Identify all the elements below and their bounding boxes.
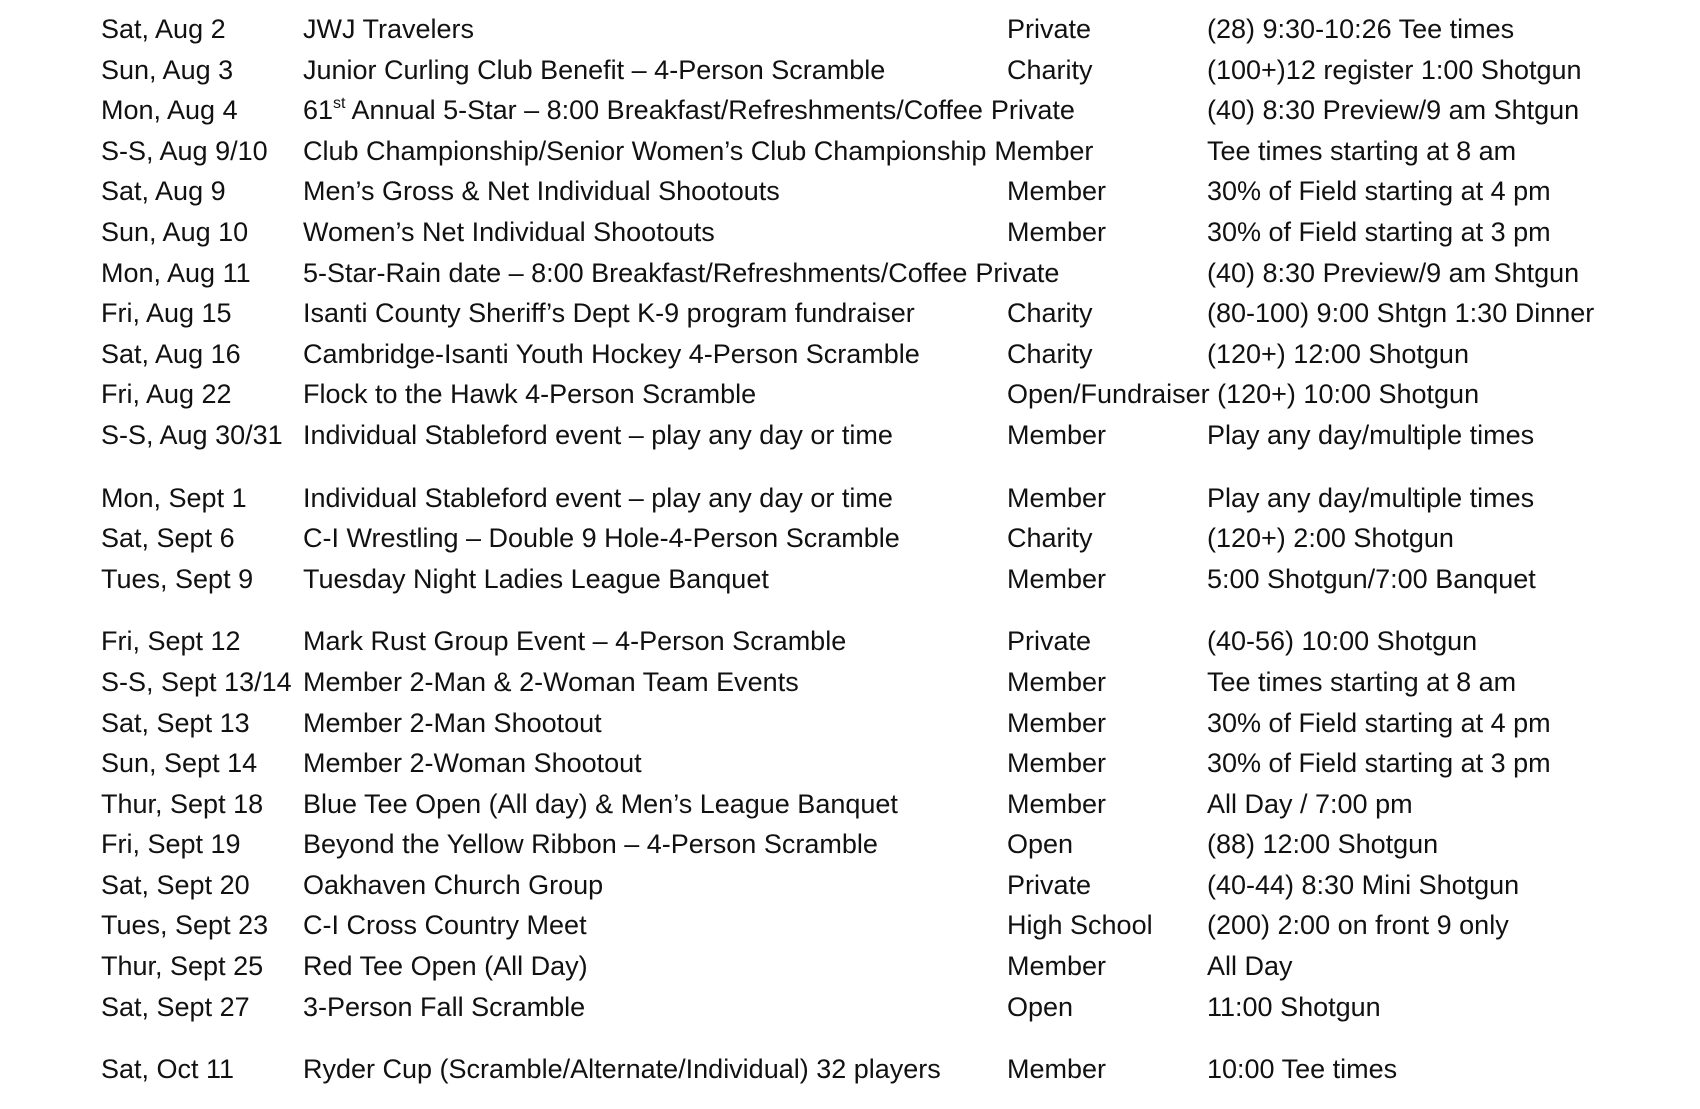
- event-name: Flock to the Hawk 4-Person Scramble: [303, 379, 757, 410]
- event-date: Tues, Sept 9: [101, 563, 254, 594]
- event-notes: (40) 8:30 Preview/9 am Shtgun: [1207, 95, 1580, 126]
- event-type: Member: [1007, 482, 1107, 513]
- event-notes: 30% of Field starting at 3 pm: [1207, 216, 1551, 247]
- event-notes: (100+)12 register 1:00 Shotgun: [1207, 54, 1582, 85]
- event-name: Beyond the Yellow Ribbon – 4-Person Scramble: [303, 829, 878, 860]
- event-date: Fri, Sept 12: [101, 626, 241, 657]
- event-date: Fri, Sept 19: [101, 829, 241, 860]
- event-notes: 30% of Field starting at 4 pm: [1207, 176, 1551, 207]
- event-name: Blue Tee Open (All day) & Men’s League Banquet: [303, 788, 898, 819]
- schedule-row: [101, 662, 1661, 703]
- schedule-row: [101, 824, 1661, 865]
- schedule-row: [101, 946, 1661, 987]
- event-notes: (80-100) 9:00 Shtgn 1:30 Dinner: [1207, 298, 1595, 329]
- event-date: Sun, Sept 14: [101, 748, 258, 779]
- schedule-row: [101, 90, 1661, 131]
- event-notes: (88) 12:00 Shotgun: [1207, 829, 1439, 860]
- event-type: Charity: [1007, 523, 1093, 554]
- event-notes: All Day / 7:00 pm: [1207, 788, 1413, 819]
- schedule-row: [101, 478, 1661, 519]
- event-name-ordinal: 61: [303, 95, 334, 126]
- schedule-row: [101, 1049, 1661, 1090]
- schedule-row: [101, 415, 1661, 456]
- event-notes: Tee times starting at 8 am: [1207, 135, 1517, 166]
- event-type: Private: [1007, 869, 1092, 900]
- event-type: Charity: [1007, 338, 1093, 369]
- event-name: Women’s Net Individual Shootouts: [303, 216, 715, 247]
- event-date: Sun, Aug 10: [101, 216, 249, 247]
- event-notes: 11:00 Shotgun: [1207, 991, 1381, 1022]
- event-name: [303, 90, 1075, 131]
- event-date: Sat, Sept 6: [101, 523, 235, 554]
- event-notes: (120+) 2:00 Shotgun: [1207, 523, 1454, 554]
- event-notes: 30% of Field starting at 3 pm: [1207, 748, 1551, 779]
- event-name-ordinal-suffix: st: [333, 95, 346, 113]
- event-name: 3-Person Fall Scramble: [303, 991, 586, 1022]
- event-date: Sat, Aug 9: [101, 176, 226, 207]
- event-date: Tues, Sept 23: [101, 910, 269, 941]
- event-type: Member: [1007, 419, 1107, 450]
- schedule-row: [101, 212, 1661, 253]
- event-type: Member: [1007, 951, 1107, 982]
- event-name: Member 2-Man & 2-Woman Team Events: [303, 666, 799, 697]
- event-notes: (120+) 12:00 Shotgun: [1207, 338, 1469, 369]
- event-date: Sat, Aug 2: [101, 14, 226, 44]
- event-date: Sat, Aug 16: [101, 338, 241, 369]
- event-name: [303, 131, 1093, 172]
- event-notes: (40) 8:30 Preview/9 am Shtgun: [1207, 257, 1580, 288]
- event-type: Private: [1007, 626, 1092, 657]
- event-type: Open: [1007, 991, 1074, 1022]
- event-type: Open: [1007, 829, 1074, 860]
- schedule-row: [101, 171, 1661, 212]
- schedule-row: [101, 518, 1661, 559]
- event-name: Individual Stableford event – play any day or time: [303, 482, 893, 513]
- event-name-rest: Annual 5-Star – 8:00 Breakfast/Refreshments/Coffee: [345, 95, 983, 126]
- event-type: Charity: [1007, 54, 1093, 85]
- event-notes: 30% of Field starting at 4 pm: [1207, 707, 1551, 738]
- event-notes: (120+) 10:00 Shotgun: [1217, 379, 1480, 410]
- event-schedule: [101, 0, 1661, 1090]
- event-name: Mark Rust Group Event – 4-Person Scramble: [303, 626, 847, 657]
- event-type: Member: [994, 135, 1094, 166]
- event-date: S-S, Sept 13/14: [101, 666, 292, 697]
- event-date: Thur, Sept 25: [101, 951, 264, 982]
- event-name: Isanti County Sheriff’s Dept K-9 program fundraiser: [303, 298, 915, 329]
- event-type: High School: [1007, 910, 1153, 941]
- event-notes: (28) 9:30-10:26 Tee times: [1207, 14, 1515, 44]
- event-date: Sat, Sept 20: [101, 869, 250, 900]
- event-name: Individual Stableford event – play any day or time: [303, 419, 893, 450]
- schedule-row: [101, 374, 1661, 415]
- event-type: Member: [1007, 1054, 1107, 1085]
- event-name: Member 2-Man Shootout: [303, 707, 602, 738]
- event-notes: Play any day/multiple times: [1207, 419, 1535, 450]
- event-type: Member: [1007, 216, 1107, 247]
- schedule-row: [101, 784, 1661, 825]
- event-notes: Play any day/multiple times: [1207, 482, 1535, 513]
- event-name: [303, 253, 1059, 294]
- event-date: Fri, Aug 22: [101, 379, 232, 410]
- schedule-row: [101, 293, 1661, 334]
- event-name: C-I Wrestling – Double 9 Hole-4-Person Scramble: [303, 523, 900, 554]
- event-date: Mon, Sept 1: [101, 482, 247, 513]
- event-notes: Tee times starting at 8 am: [1207, 666, 1517, 697]
- event-date: Sat, Sept 27: [101, 991, 250, 1022]
- schedule-row: [101, 131, 1661, 172]
- schedule-row: [101, 865, 1661, 906]
- event-type: Private: [1007, 14, 1092, 44]
- event-name: Red Tee Open (All Day): [303, 951, 588, 982]
- event-date: Sat, Oct 11: [101, 1054, 235, 1085]
- event-notes: (40-44) 8:30 Mini Shotgun: [1207, 869, 1520, 900]
- event-type: Charity: [1007, 298, 1093, 329]
- schedule-row: [101, 253, 1661, 294]
- event-type: Member: [1007, 176, 1107, 207]
- event-notes: 5:00 Shotgun/7:00 Banquet: [1207, 563, 1536, 594]
- event-name: Men’s Gross & Net Individual Shootouts: [303, 176, 780, 207]
- event-date: Mon, Aug 11: [101, 257, 251, 288]
- event-name: Ryder Cup (Scramble/Alternate/Individual) 32 players: [303, 1054, 941, 1085]
- event-name: Junior Curling Club Benefit – 4-Person Scramble: [303, 54, 886, 85]
- schedule-row: [101, 50, 1661, 91]
- event-date: Mon, Aug 4: [101, 95, 238, 126]
- event-type: Member: [1007, 748, 1107, 779]
- event-date: S-S, Aug 30/31: [101, 419, 283, 450]
- event-type: Member: [1007, 788, 1107, 819]
- event-date: S-S, Aug 9/10: [101, 135, 268, 166]
- event-name: Oakhaven Church Group: [303, 869, 604, 900]
- event-type: Member: [1007, 707, 1107, 738]
- event-notes: (200) 2:00 on front 9 only: [1207, 910, 1509, 941]
- event-date: Sat, Sept 13: [101, 707, 250, 738]
- event-date: Fri, Aug 15: [101, 298, 232, 329]
- event-notes: (40-56) 10:00 Shotgun: [1207, 626, 1478, 657]
- schedule-row: [101, 334, 1661, 375]
- schedule-row: [101, 9, 1661, 50]
- schedule-row: [101, 621, 1661, 662]
- schedule-row: [101, 559, 1661, 600]
- event-type: Member: [1007, 563, 1107, 594]
- event-name: Tuesday Night Ladies League Banquet: [303, 563, 769, 594]
- event-type: [1007, 374, 1479, 415]
- event-type: Member: [1007, 666, 1107, 697]
- event-type: Private: [990, 95, 1075, 126]
- event-date: Thur, Sept 18: [101, 788, 264, 819]
- schedule-row: [101, 987, 1661, 1028]
- event-type: Private: [975, 257, 1060, 288]
- event-name-text: 5-Star-Rain date – 8:00 Breakfast/Refreshments/Coffee: [303, 257, 968, 288]
- event-name: Member 2-Woman Shootout: [303, 748, 642, 779]
- schedule-row: [101, 743, 1661, 784]
- event-type-text: Open/Fundraiser: [1007, 379, 1210, 410]
- event-date: Sun, Aug 3: [101, 54, 234, 85]
- event-name: JWJ Travelers: [303, 14, 475, 44]
- schedule-row: [101, 905, 1661, 946]
- schedule-row: [101, 703, 1661, 744]
- event-name-text: Club Championship/Senior Women’s Club Championship: [303, 135, 987, 166]
- event-name: C-I Cross Country Meet: [303, 910, 587, 941]
- event-name: Cambridge-Isanti Youth Hockey 4-Person Scramble: [303, 338, 920, 369]
- event-notes: 10:00 Tee times: [1207, 1054, 1398, 1085]
- event-notes: All Day: [1207, 951, 1293, 982]
